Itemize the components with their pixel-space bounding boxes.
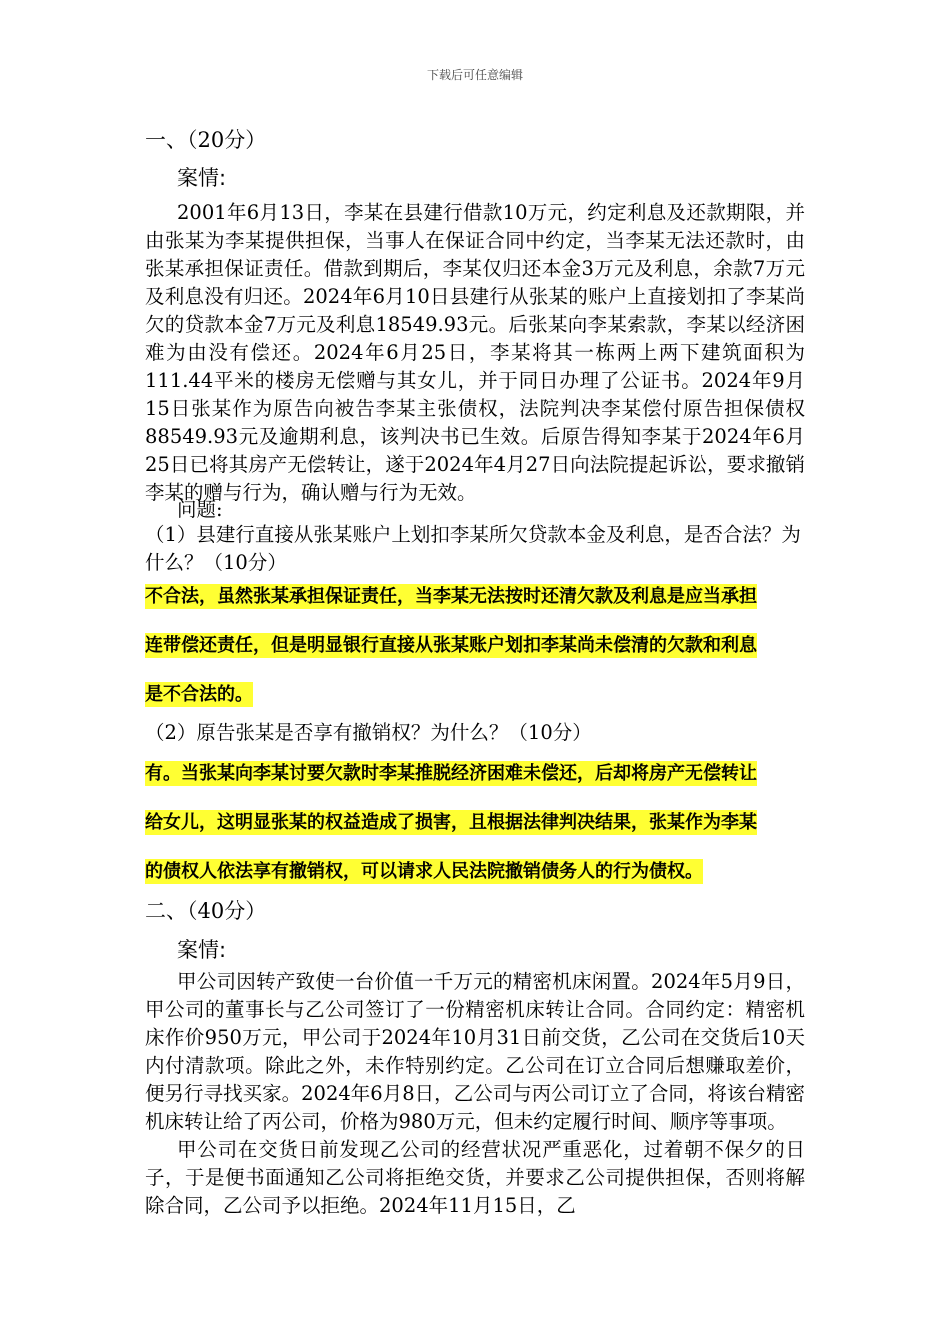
page-header: 下载后可任意编辑 (426, 68, 523, 82)
answer-2-line-2: 给女儿，这明显张某的权益造成了损害，且根据法律判决结果，张某作为李某 (145, 812, 757, 833)
section-1-case-text (145, 199, 805, 507)
section-2-case-text (145, 968, 805, 1220)
answer-1-line-2: 连带偿还责任，但是明显银行直接从张某账户划扣李某尚未偿清的欠款和利息 (145, 635, 757, 656)
case-paragraph-2: 甲公司在交货日前发现乙公司的经营状况严重恶化，过着朝不保夕的日子，于是便书面通知乙公司将拒绝交货，并要求乙公司提供担保，否则将解除合同，乙公司予以拒绝。2024年11月15日，乙 (145, 1138, 805, 1217)
question-label: 问题: (177, 498, 223, 521)
section-2-case-label: 案情: (177, 938, 227, 962)
section-2-title: 二、（40分） (145, 899, 267, 923)
case-paragraph-1: 甲公司因转产致使一台价值一千万元的精密机床闲置。2024年5月9日，甲公司的董事长与乙公司签订了一份精密机床转让合同。合同约定：精密机床作价950万元，甲公司于2024年10月31日前交货，乙公司在交货后10天内付清款项。除此之外，未作特别约定。乙公司在订立合同后想赚取差价，便另行寻找买家。2024年6月8日，乙公司与丙公司订立了合同，将该台精密机床转让给了丙公司，价格为980万元，但未约定履行时间、顺序等事项。 (145, 970, 805, 1133)
case-paragraph: 2001年6月13日，李某在县建行借款10万元，约定利息及还款期限，并由张某为李某提供担保，当事人在保证合同中约定，当李某无法还款时，由张某承担保证责任。借款到期后，李某仅归还本金3万元及利息，余款7万元及利息没有归还。2024年6月10日县建行从张某的账户上直接划扣了李某尚欠的贷款本金7万元及利息18549.93元。后张某向李某索款，李某以经济困难为由没有偿还。2024年6月25日，李某将其一栋两上两下建筑面积为111.44平米的楼房无偿赠与其女儿，并于同日办理了公证书。2024年9月15日张某作为原告向被告李某主张债权，法院判决李某偿付原告担保债权88549.93元及逾期利息，该判决书已生效。后原告得知李某于2024年6月25日已将其房产无偿转让，遂于2024年4月27日向法院提起诉讼，要求撤销李某的赠与行为，确认赠与行为无效。 (145, 201, 805, 504)
answer-2-line-1: 有。当张某向李某讨要欠款时李某推脱经济困难未偿还，后却将房产无偿转让 (145, 763, 757, 784)
answer-1-line-1: 不合法，虽然张某承担保证责任，当李某无法按时还清欠款及利息是应当承担 (145, 586, 757, 607)
question-1: （1）县建行直接从张某账户上划扣李某所欠贷款本金及利息，是否合法？为什么？（10分） (145, 523, 801, 574)
section-1-title: 一、（20分） (145, 128, 267, 152)
answer-1-line-3: 是不合法的。 (145, 684, 253, 705)
section-1-case-label: 案情: (177, 166, 227, 190)
question-2: （2）原告张某是否享有撤销权？为什么？（10分） (145, 721, 592, 744)
answer-2-line-3: 的债权人依法享有撤销权，可以请求人民法院撤销债务人的行为债权。 (145, 861, 703, 882)
